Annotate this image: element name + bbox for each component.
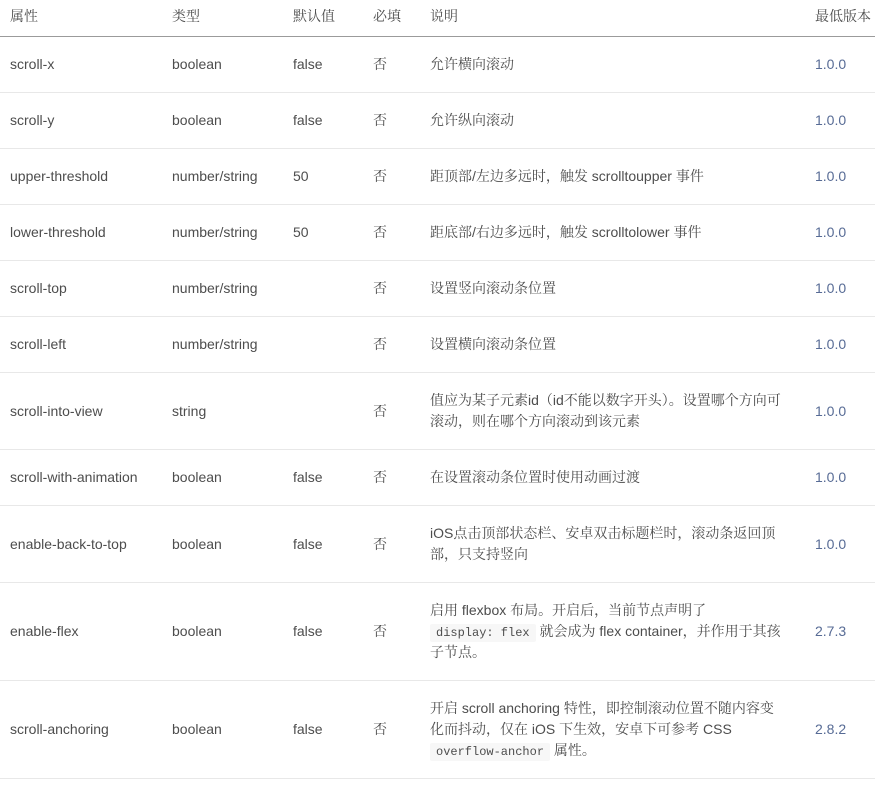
- table-row: [0, 205, 875, 261]
- type-cell: number/string: [172, 205, 293, 261]
- required-cell: 否: [373, 205, 430, 261]
- required-cell: 否: [373, 261, 430, 317]
- required-cell: 否: [373, 450, 430, 506]
- description-text: 启用 flexbox 布局。开启后，当前节点声明了: [430, 602, 707, 618]
- property-cell: scroll-with-animation: [0, 450, 172, 506]
- table-row: [0, 450, 875, 506]
- default-cell: false: [293, 37, 373, 93]
- property-cell: lower-threshold: [0, 205, 172, 261]
- default-cell: [293, 317, 373, 373]
- version-cell: 1.0.0: [815, 373, 875, 450]
- version-cell: 2.8.2: [815, 681, 875, 779]
- header-default: 默认值: [293, 0, 373, 37]
- description-text: 允许横向滚动: [430, 56, 514, 72]
- required-cell: 否: [373, 583, 430, 681]
- header-version: 最低版本: [815, 0, 875, 37]
- required-cell: 否: [373, 93, 430, 149]
- description-text: 允许纵向滚动: [430, 112, 514, 128]
- header-row: [0, 0, 875, 37]
- required-cell: 否: [373, 37, 430, 93]
- table-row: [0, 261, 875, 317]
- description-cell: [430, 583, 815, 681]
- table-row: [0, 506, 875, 583]
- type-cell: boolean: [172, 93, 293, 149]
- description-text: iOS点击顶部状态栏、安卓双击标题栏时，滚动条返回顶部，只支持竖向: [430, 525, 776, 562]
- header-property: 属性: [0, 0, 172, 37]
- description-text: 值应为某子元素id（id不能以数字开头）。设置哪个方向可滚动，则在哪个方向滚动到该元素: [430, 392, 781, 429]
- inline-code: display: flex: [430, 624, 536, 642]
- version-cell: 1.0.0: [815, 93, 875, 149]
- description-cell: [430, 37, 815, 93]
- property-cell: scroll-left: [0, 317, 172, 373]
- default-cell: false: [293, 506, 373, 583]
- default-cell: 50: [293, 149, 373, 205]
- version-cell: 1.0.0: [815, 450, 875, 506]
- version-cell: 1.0.0: [815, 317, 875, 373]
- version-cell: 2.7.3: [815, 583, 875, 681]
- description-text: 距顶部/左边多远时，触发 scrolltoupper 事件: [430, 168, 704, 184]
- type-cell: boolean: [172, 450, 293, 506]
- default-cell: [293, 373, 373, 450]
- version-cell: 1.0.0: [815, 149, 875, 205]
- description-text: 在设置滚动条位置时使用动画过渡: [430, 469, 640, 485]
- description-text: 属性。: [550, 742, 596, 758]
- inline-code: overflow-anchor: [430, 743, 550, 761]
- table-row: [0, 93, 875, 149]
- property-cell: scroll-anchoring: [0, 681, 172, 779]
- description-cell: [430, 373, 815, 450]
- property-cell: scroll-into-view: [0, 373, 172, 450]
- type-cell: string: [172, 373, 293, 450]
- table-row: [0, 373, 875, 450]
- header-type: 类型: [172, 0, 293, 37]
- table-row: [0, 583, 875, 681]
- default-cell: 50: [293, 205, 373, 261]
- version-cell: 1.0.0: [815, 506, 875, 583]
- description-cell: [430, 261, 815, 317]
- table-row: [0, 681, 875, 779]
- description-cell: [430, 681, 815, 779]
- type-cell: boolean: [172, 37, 293, 93]
- default-cell: [293, 261, 373, 317]
- property-cell: scroll-x: [0, 37, 172, 93]
- description-cell: [430, 93, 815, 149]
- required-cell: 否: [373, 506, 430, 583]
- description-cell: [430, 450, 815, 506]
- description-cell: [430, 149, 815, 205]
- default-cell: false: [293, 450, 373, 506]
- required-cell: 否: [373, 149, 430, 205]
- required-cell: 否: [373, 317, 430, 373]
- description-cell: [430, 506, 815, 583]
- type-cell: number/string: [172, 261, 293, 317]
- version-cell: 1.0.0: [815, 205, 875, 261]
- version-cell: 1.0.0: [815, 261, 875, 317]
- table-header: [0, 0, 875, 37]
- default-cell: false: [293, 681, 373, 779]
- type-cell: number/string: [172, 149, 293, 205]
- description-text: 设置竖向滚动条位置: [430, 280, 556, 296]
- table-row: [0, 317, 875, 373]
- description-text: 设置横向滚动条位置: [430, 336, 556, 352]
- table-row: [0, 149, 875, 205]
- type-cell: boolean: [172, 583, 293, 681]
- description-cell: [430, 205, 815, 261]
- table-body: [0, 37, 875, 779]
- required-cell: 否: [373, 373, 430, 450]
- property-cell: scroll-top: [0, 261, 172, 317]
- default-cell: false: [293, 583, 373, 681]
- property-cell: scroll-y: [0, 93, 172, 149]
- header-required: 必填: [373, 0, 430, 37]
- description-text: 距底部/右边多远时，触发 scrolltolower 事件: [430, 224, 702, 240]
- version-cell: 1.0.0: [815, 37, 875, 93]
- type-cell: boolean: [172, 506, 293, 583]
- header-description: 说明: [430, 0, 815, 37]
- property-cell: enable-flex: [0, 583, 172, 681]
- type-cell: number/string: [172, 317, 293, 373]
- description-text: 开启 scroll anchoring 特性，即控制滚动位置不随内容变化而抖动，仅在 iOS 下生效，安卓下可参考 CSS: [430, 700, 774, 737]
- description-text: 就会成为 flex container，并作用于其孩子节点。: [430, 623, 781, 660]
- default-cell: false: [293, 93, 373, 149]
- required-cell: 否: [373, 681, 430, 779]
- description-cell: [430, 317, 815, 373]
- property-cell: enable-back-to-top: [0, 506, 172, 583]
- table-row: [0, 37, 875, 93]
- property-cell: upper-threshold: [0, 149, 172, 205]
- type-cell: boolean: [172, 681, 293, 779]
